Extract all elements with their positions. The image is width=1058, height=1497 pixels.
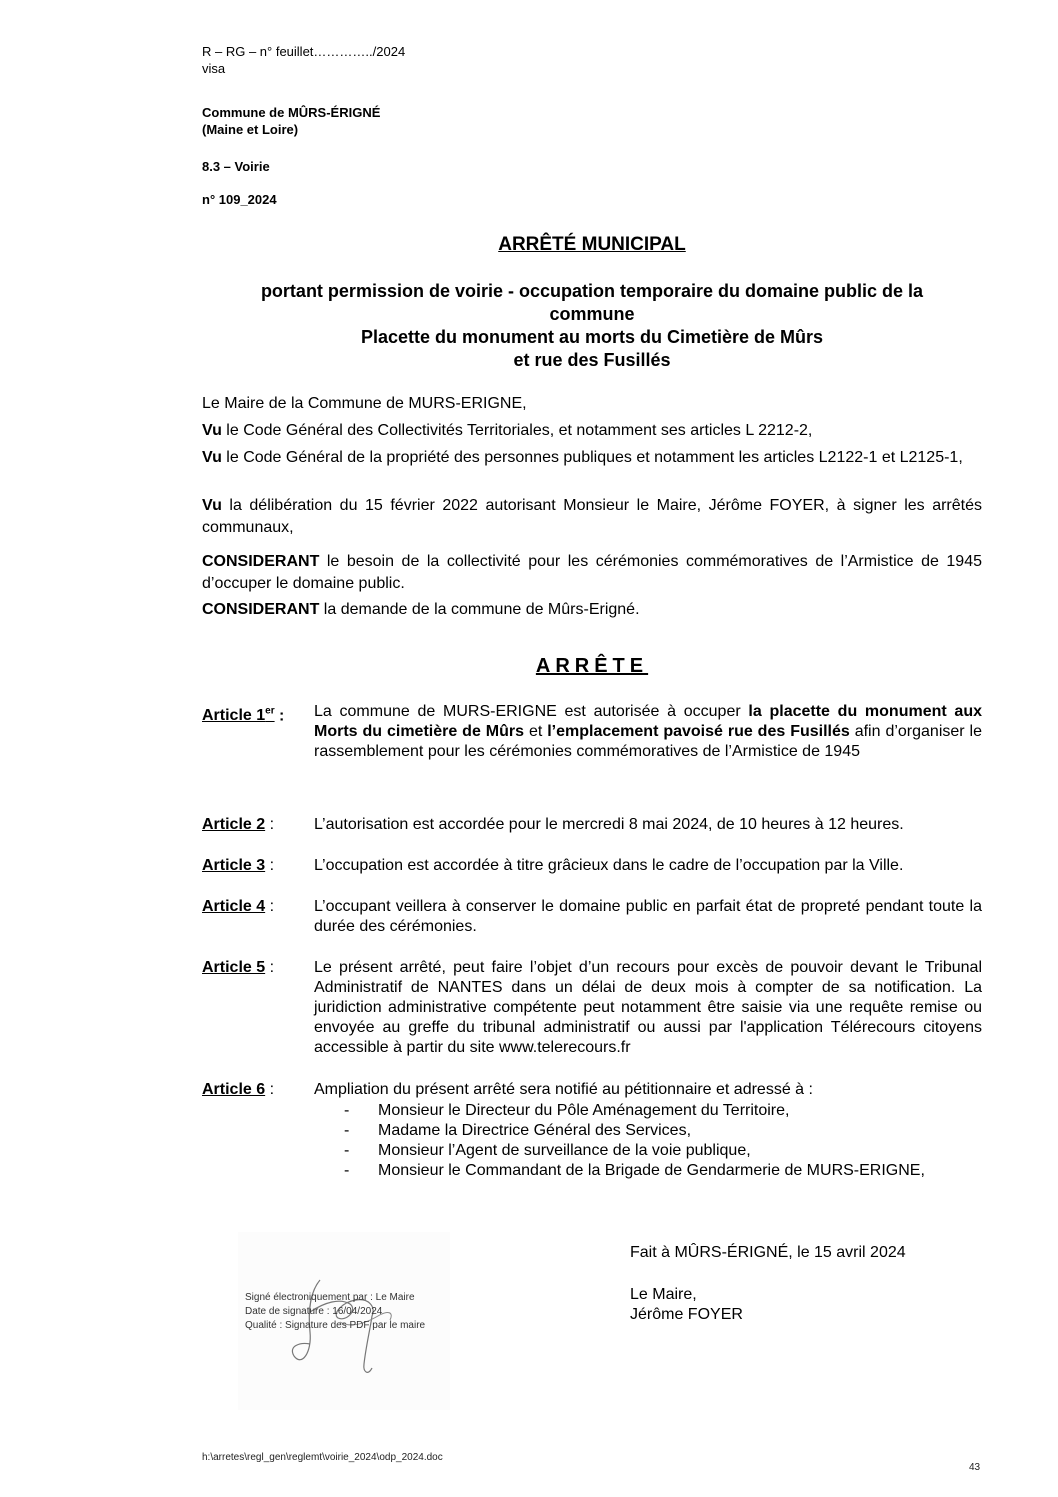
document-title: ARRÊTÉ MUNICIPAL [498, 234, 686, 255]
considerant-label: CONSIDERANT [202, 553, 320, 570]
article-3-body: L’occupation est accordée à titre grâcieux dans le cadre de l’occupation par la Ville. [314, 857, 904, 874]
vu-label: Vu [202, 422, 222, 439]
article-2-body: L’autorisation est accordée pour le mercredi 8 mai 2024, de 10 heures à 12 heures. [314, 816, 904, 833]
article-6-body: Ampliation du présent arrêté sera notifié au pétitionnaire et adressé à : [314, 1081, 813, 1098]
vu-1-text: le Code Général des Collectivités Territoriales, et notamment ses articles L 2212-2, [221, 422, 813, 439]
article-5-label: Article 5 : [202, 959, 275, 976]
vu-1 [202, 420, 982, 442]
subtitle-line-1: portant permission de voirie - occupation temporaire du domaine public de la [260, 281, 924, 301]
commune-name: Commune de MÛRS-ÉRIGNÉ [202, 105, 381, 120]
considerant-label: CONSIDERANT [202, 601, 320, 618]
document-subtitle [200, 280, 984, 372]
fait-a-line: Fait à MÛRS-ÉRIGNÉ, le 15 avril 2024 [630, 1244, 906, 1261]
vu-2 [202, 447, 982, 469]
file-path: h:\arretes\regl_gen\reglemt\voirie_2024\odp_2024.doc [202, 1452, 443, 1463]
subtitle-line-4: et rue des Fusillés [513, 350, 671, 370]
arrete-number: n° 109_2024 [202, 192, 277, 207]
vu-label: Vu [202, 497, 222, 514]
article-1-label: Article 1er : [202, 706, 285, 725]
considerant-2-text: la demande de la commune de Mûrs-Erigné. [319, 601, 640, 618]
considerant-1-text: le besoin de la collectivité pour les cérémonies commémoratives de l’Armistice de 1945 d’occuper le domaine public. [202, 553, 982, 592]
considerant-2 [202, 599, 982, 621]
signatory-name: Jérôme FOYER [630, 1306, 743, 1323]
arrete-heading: ARRÊTE [535, 655, 649, 677]
feuillet-line: R – RG – n° feuillet…………../2024 [202, 44, 406, 59]
article-4-body: L’occupant veillera à conserver le domaine public en parfait état de propreté pendant toute la durée des cérémonies. [314, 898, 982, 935]
article-2-label: Article 2 : [202, 816, 275, 833]
subtitle-line-2: commune [549, 304, 635, 324]
signature-stamp-text [245, 1291, 425, 1333]
article-5-body: Le présent arrêté, peut faire l’objet d’un recours pour excès de pouvoir devant le Tribunal Administratif de NANTES dans un délai de deux mois à compter de sa notification. La juridiction administrative compétente peut notamment être saisie via une requête remise ou envoyée au greffe du tribunal administratif ou aussi par l'application Télérecours citoyens accessible à partir du site www.telerecours.fr [314, 959, 982, 1056]
maire-line: Le Maire de la Commune de MURS-ERIGNE, [202, 395, 527, 412]
subtitle-line-3: Placette du monument au morts du Cimetière de Mûrs [360, 327, 824, 347]
document-page: R – RG – n° feuillet…………../2024 visa Commune de MÛRS-ÉRIGNÉ (Maine et Loire) 8.3 – Voirie n° 109_2024 ARRÊTÉ MUNICIPAL portant permission de voirie - occupation temporaire du domaine public de la commune Placette du monument au morts du Cimetière de Mûrs et rue des Fusillés Le Maire de la Commune de MURS-ERIGNE, Vu le Code Général des Collectivités Territoriales, et notamment ses articles L 2212-2, Vu le Code Général de la propriété des personnes publiques et notamment les articles L2122-1 et L2125-1, Vu la délibération du 15 février 2022 autorisant Monsieur le Maire, Jérôme FOYER, à signer les arrêtés communaux, CONSIDERANT le besoin de la collectivité pour les cérémonies commémoratives de l’Armistice de 1945 d’occuper le domaine public. CONSIDERANT la demande de la commune de Mûrs-Erigné. ARRÊTE Article 1er : La commune de MURS-ERIGNE est autorisée à occuper la placette du monument aux Morts du cimetière de Mûrs et l’emplacement pavoisé rue des Fusillés afin d’organiser le rassemblement pour les cérémonies commémoratives de l’Armistice de 1945 Article 2 : L’autorisation est accordée pour le mercredi 8 mai 2024, de 10 heures à 12 heures. Article 3 : L’occupation est accordée à titre grâcieux dans le cadre de l’occupation par la Ville. Article 4 : L’occupant veillera à conserver le domaine public en parfait état de propreté pendant toute la durée des cérémonies. Article 5 : Le présent arrêté, peut faire l’objet d’un recours pour excès de pouvoir devant le Tribunal Administratif de NANTES dans un délai de deux mois à compter de sa notification. La juridiction administrative compétente peut notamment être saisie via une requête remise ou envoyée au greffe du tribunal administratif ou aussi par l'application Télérecours citoyens accessible à partir du site www.telerecours.fr Article 6 : Ampliation du présent arrêté sera notifié au pétitionnaire et adressé à : - Monsieur le Directeur du Pôle Aménagement du Territoire, - Madame la Directrice Général des Services, - Monsieur l’Agent de surveillance de la voie publique, - Monsieur le Commandant de la Brigade de Gendarmerie de MURS-ERIGNE, Fait à MÛRS-ÉRIGNÉ, le 15 avril 2024 Le Maire, Jérôme FOYER Signé électroniquement par : Le Maire Date de signature : 16/04/2024 Qualité : Signature des PDF par le maire h:\arretes\regl_gen\reglemt\voirie_2024\odp_2024.doc 43 [202, 44, 983, 1473]
vu-3 [202, 495, 982, 539]
signatory-role: Le Maire, [630, 1286, 697, 1303]
vu-label: Vu [202, 449, 222, 466]
article-3-label: Article 3 : [202, 857, 275, 874]
vu-3-text: la délibération du 15 février 2022 autorisant Monsieur le Maire, Jérôme FOYER, à signer les arrêtés communaux, [202, 497, 982, 536]
article-6-label: Article 6 : [202, 1081, 275, 1098]
article-1-title: Article 1er [202, 706, 275, 725]
page-number: 43 [969, 1462, 981, 1473]
rubrique: 8.3 – Voirie [202, 159, 270, 174]
article-1-body: La commune de MURS-ERIGNE est autorisée à occuper la placette du monument aux Morts du cimetière de Mûrs et l’emplacement pavoisé rue des Fusillés afin d’organiser le rassemblement pour les cérémonies commémoratives de l’Armistice de 1945 [314, 703, 983, 760]
stamp-line-2: Date de signature : 16/04/2024 [245, 1306, 383, 1317]
stamp-line-3: Qualité : Signature des PDF par le maire [245, 1320, 426, 1331]
visa-line: visa [202, 61, 226, 76]
departement: (Maine et Loire) [202, 122, 299, 137]
article-4-label: Article 4 : [202, 898, 275, 915]
stamp-line-1: Signé électroniquement par : Le Maire [245, 1292, 415, 1303]
considerant-1 [202, 551, 982, 595]
vu-2-text: le Code Général de la propriété des personnes publiques et notamment les articles L2122-1 et L2125-1, [221, 449, 963, 466]
